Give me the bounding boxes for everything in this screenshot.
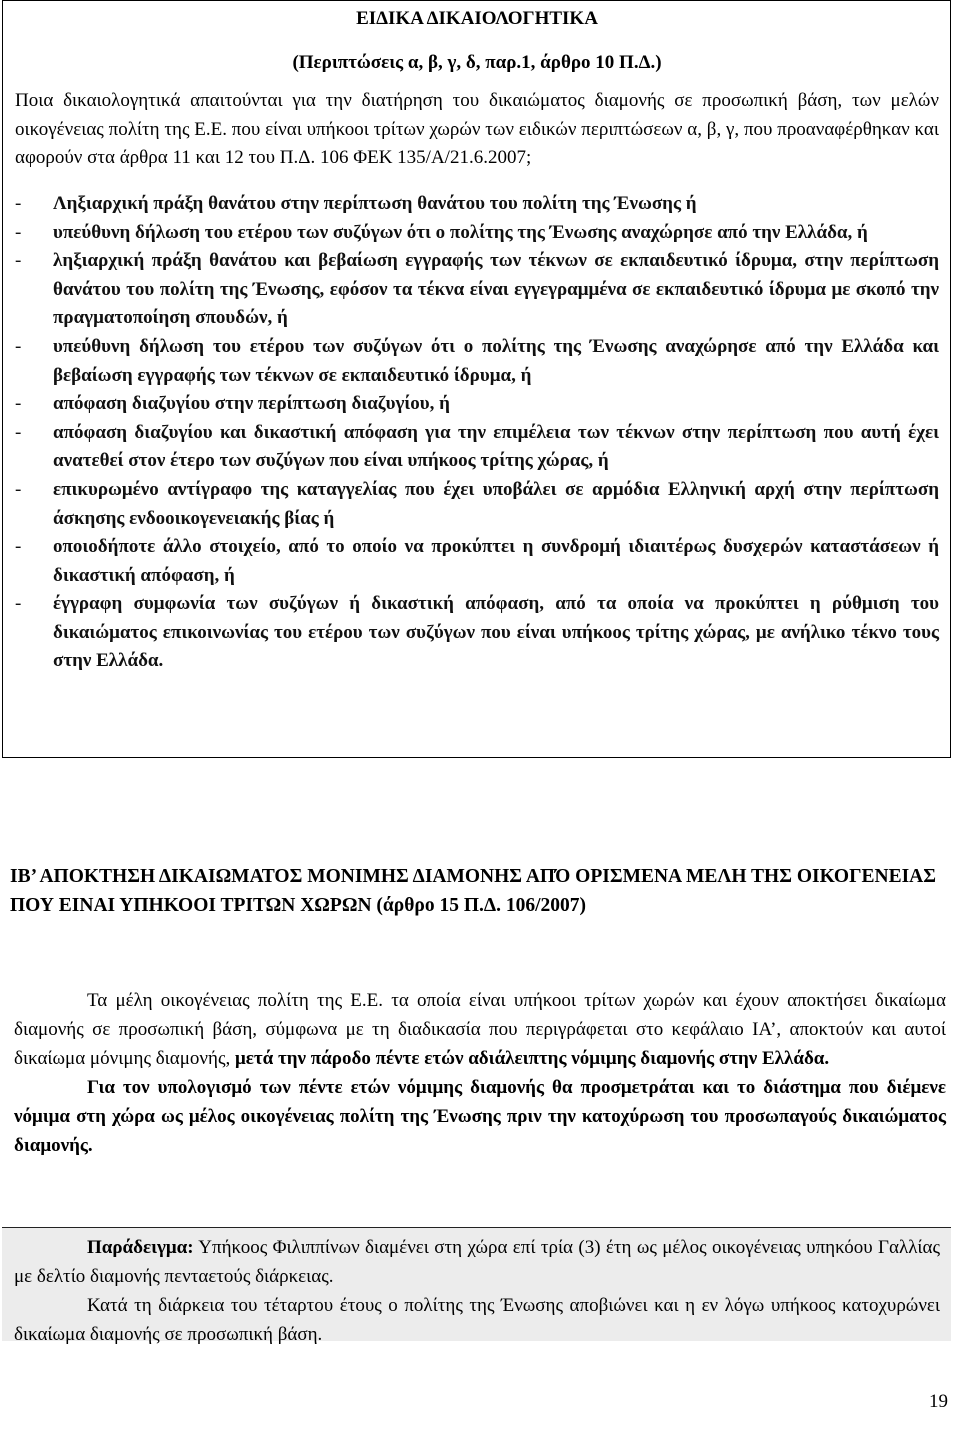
example-paragraph-2: Κατά τη διάρκεια του τέταρτου έτους ο πολίτης της Ένωσης αποβιώνει και η εν λόγω υπήκοος κατοχυρώνει δικαίωμα διαμονής σε προσωπική βάση. (14, 1295, 940, 1345)
list-item (15, 247, 939, 333)
list-item-text: έγγραφη συμφωνία των συζύγων ή δικαστική απόφαση, από τα οποία να προκύπτει η ρύθμιση του δικαιώματος επικοινωνίας του ετέρου των συζύγων που είναι υπήκοος τρίτης χώρας, με ανήλικο τέκνο τους στην Ελλάδα. (53, 593, 939, 672)
list-item (15, 590, 939, 676)
example-text: Υπήκοος Φιλιππίνων διαμένει στη χώρα επί τρία (3) έτη ως μέλος οικογένειας υπηκόου Γαλλίας με δελτίο διαμονής πενταετούς διάρκειας. (14, 1237, 940, 1287)
dash-bullet: - (15, 393, 22, 415)
dash-bullet: - (15, 593, 22, 615)
list-item-text: υπεύθυνη δήλωση του ετέρου των συζύγων ότι ο πολίτης της Ένωσης αναχώρησε από την Ελλάδα, ή (53, 221, 868, 243)
dash-bullet: - (15, 221, 22, 243)
list-item-text: ληξιαρχική πράξη θανάτου και βεβαίωση εγγραφής των τέκνων σε εκπαιδευτικό ίδρυμα, στην περίπτωση θανάτου του πολίτη της Ένωσης, εφόσον τα τέκνα είναι εγγεγραμμένα σε εκπαιδευτικό ίδρυμα με σκοπό την πραγματοποίηση σπουδών, ή (53, 250, 939, 329)
special-documents-box (2, 0, 951, 758)
example-paragraph (14, 1233, 940, 1291)
list-item (15, 390, 939, 419)
box-title: ΕΙΔΙΚΑ ΔΙΚΑΙΟΛΟΓΗΤΙΚΑ (356, 8, 598, 29)
paragraph-calculation: Για τον υπολογισμό των πέντε ετών νόμιμης διαμονής θα προσμετράται και το διάστημα που διέμενε νόμιμα στη χώρα ως μέλος οικογένειας πολίτη της Ένωσης πριν την κατοχύρωση του προσωπαγούς δικαιώματος διαμονής. (14, 1077, 946, 1156)
list-item (15, 333, 939, 390)
box-subtitle: (Περιπτώσεις α, β, γ, δ, παρ.1, άρθρο 10 Π.Δ.) (292, 51, 662, 73)
dash-bullet: - (15, 421, 22, 443)
paragraph-emphasis: μετά την πάροδο πέντε ετών αδιάλειπτης νόμιμης διαμονής στην Ελλάδα. (234, 1048, 830, 1069)
example-box (2, 1227, 951, 1345)
list-item (15, 219, 939, 248)
example-label: Παράδειγμα: (87, 1237, 194, 1258)
section-heading: ΙΒ’ ΑΠΟΚΤΗΣΗ ΔΙΚΑΙΩΜΑΤΟΣ ΜΟΝΙΜΗΣ ΔΙΑΜΟΝΗΣ ΑΠΌ ΟΡΙΣΜΕΝΑ ΜΕΛΗ ΤΗΣ ΟΙΚΟΓΕΝΕΙΑΣ ΠΟΥ ΕΙΝΑΙ ΥΠΗΚΟΟΙ ΤΡΙΤΩΝ ΧΩΡΩΝ (άρθρο 15 Π.Δ. 106/2007) (10, 866, 936, 916)
list-item (15, 476, 939, 533)
list-item-text: επικυρωμένο αντίγραφο της καταγγελίας που έχει υποβάλει σε αρμόδια Ελληνική αρχή στην περίπτωση άσκησης ενδοοικογενειακής βίας ή (53, 478, 939, 529)
question-paragraph: Ποια δικαιολογητικά απαιτούνται για την διατήρηση του δικαιώματος διαμονής σε προσωπική βάση, των μελών οικογένειας πολίτη της Ε.Ε. που είναι υπήκοοι τρίτων χωρών των ειδικών περιπτώσεων α, β, γ, που προαναφέρθηκαν και αφορούν στα άρθρα 11 και 12 του Π.Δ. 106 ΦΕΚ 135/Α/21.6.2007; (15, 90, 939, 169)
paragraph-permanent-residence (14, 986, 946, 1073)
dash-bullet: - (15, 250, 22, 272)
dash-bullet: - (15, 335, 22, 357)
list-item-text: οποιοδήποτε άλλο στοιχείο, από το οποίο να προκύπτει η συνδρομή ιδιαιτέρως δυσχερών καταστάσεων ή δικαστική απόφαση, ή (53, 536, 939, 586)
dash-bullet: - (15, 478, 22, 500)
page-number: 19 (929, 1391, 948, 1412)
list-item-text: υπεύθυνη δήλωση του ετέρου των συζύγων ότι ο πολίτης της Ένωσης αναχώρησε από την Ελλάδα και βεβαίωση εγγραφής των τέκνων σε εκπαιδευτικό ίδρυμα, ή (53, 335, 939, 386)
dash-bullet: - (15, 192, 22, 214)
dash-bullet: - (15, 536, 22, 558)
list-item-text: απόφαση διαζυγίου στην περίπτωση διαζυγίου, ή (53, 393, 450, 415)
list-item (15, 190, 939, 219)
section-body (14, 986, 946, 1160)
list-item-text: απόφαση διαζυγίου και δικαστική απόφαση για την επιμέλεια των τέκνων στην περίπτωση που αυτή έχει ανατεθεί στον έτερο των συζύγων που είναι υπήκοος τρίτης χώρας, ή (53, 421, 939, 472)
paragraph-text: Τα μέλη οικογένειας πολίτη της Ε.Ε. τα οποία είναι υπήκοοι τρίτων χωρών και έχουν αποκτήσει δικαίωμα διαμονής σε προσωπική βάση, σύμφωνα με τη διαδικασία που περιγράφεται στο κεφάλαιο ΙΑ’, αποκτούν και αυτοί δικαίωμα μόνιμης διαμονής, (14, 990, 946, 1069)
list-item (15, 419, 939, 476)
list-item-text: Ληξιαρχική πράξη θανάτου στην περίπτωση θανάτου του πολίτη της Ένωσης ή (53, 192, 697, 214)
list-item (15, 533, 939, 590)
documents-list (15, 190, 939, 676)
